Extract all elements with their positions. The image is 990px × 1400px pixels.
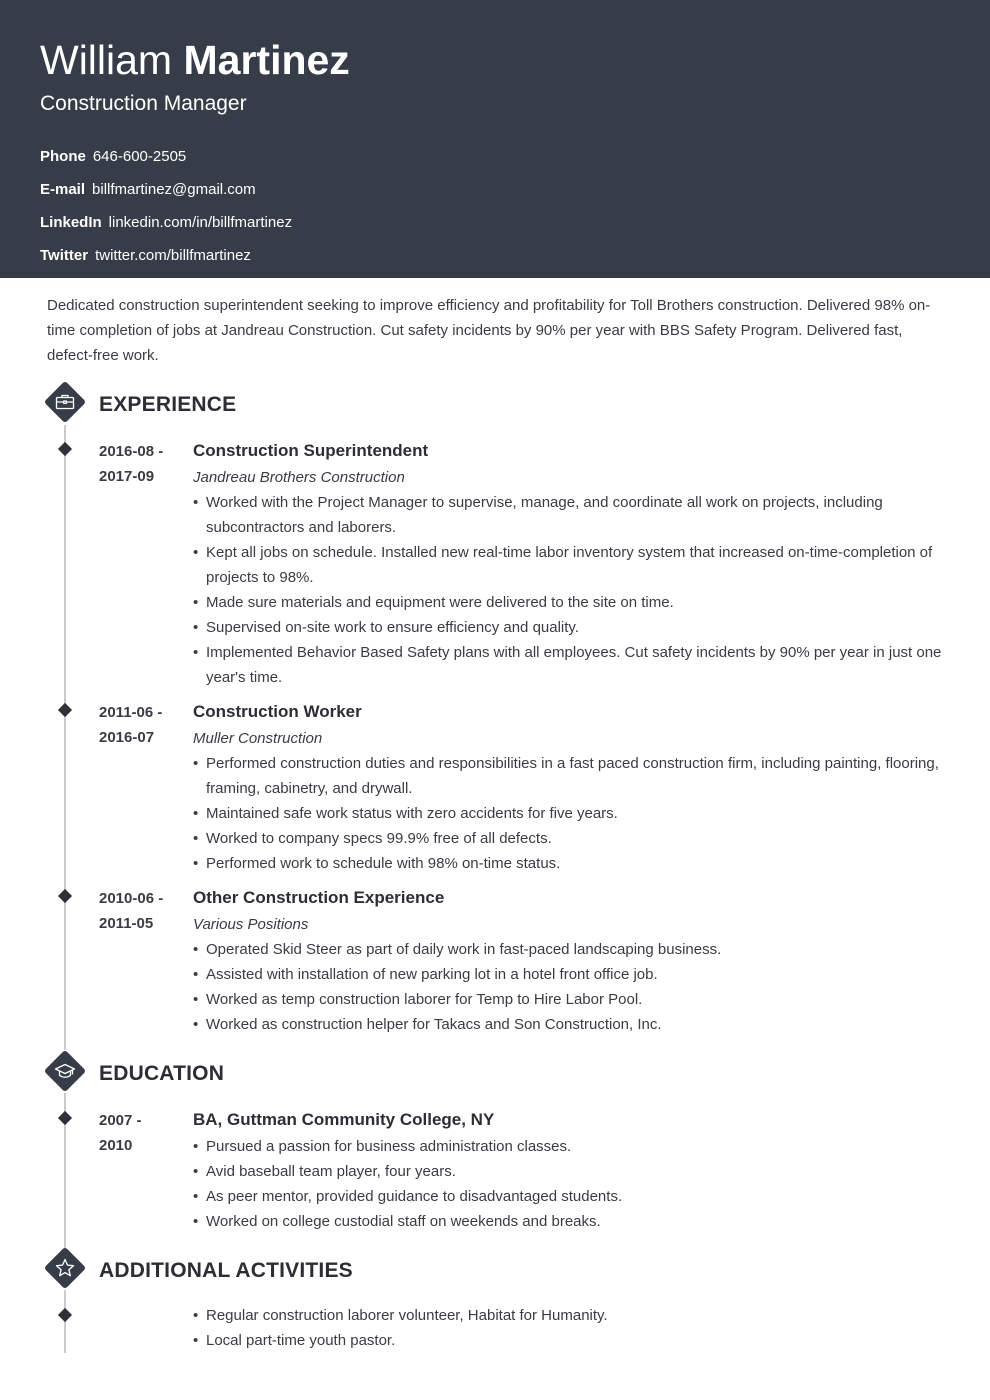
bullet-item: • Pursued a passion for business administration classes. [193,1134,943,1159]
contact-label: E-mail [40,181,86,198]
date-start: 2011-06 - [99,704,163,721]
bullet-list [193,937,943,1037]
phone-value[interactable]: 646-600-2505 [92,148,187,165]
date-end: 2017-09 [99,468,155,485]
entry-content [193,886,943,1037]
bullet-item: • Worked with the Project Manager to supervise, manage, and coordinate all work on projects, including subcontractors and laborers. [193,490,943,540]
section-title-activities: ADDITIONAL ACTIVITIES [99,1259,353,1282]
timeline-marker [58,703,72,717]
bullet-item: • Supervised on-site work to ensure efficiency and quality. [193,615,943,640]
bullet-item: • Avid baseball team player, four years. [193,1159,943,1184]
linkedin-link[interactable]: linkedin.com/in/billfmartinez [108,214,293,231]
job-role: Construction Worker [193,702,362,721]
bullet-item: • Made sure materials and equipment were delivered to the site on time. [193,590,943,615]
date-end: 2010 [99,1137,133,1154]
entry-content [193,700,943,876]
date-start: 2016-08 - [99,443,164,460]
contact-twitter [40,239,950,272]
bullet-item: • Assisted with installation of new parking lot in a hotel front office job. [193,962,943,987]
degree-title: BA, Guttman Community College, NY [193,1110,495,1129]
briefcase-icon [44,381,86,423]
job-title: Construction Manager [40,92,247,115]
bullet-item: • Local part-time youth pastor. [193,1328,943,1353]
contact-linkedin [40,206,950,239]
contact-label: Twitter [40,247,89,264]
timeline-marker [58,442,72,456]
job-role: Construction Superintendent [193,441,429,460]
bullet-list [193,490,943,690]
company-name: Jandreau Brothers Construction [193,469,405,486]
contact-list [40,140,950,272]
entry-dates [99,886,189,936]
bullet-item: • Regular construction laborer volunteer, Habitat for Humanity. [193,1303,943,1328]
bullet-item: • As peer mentor, provided guidance to disadvantaged students. [193,1184,943,1209]
candidate-name [40,36,950,84]
job-role: Other Construction Experience [193,888,445,907]
date-start: 2010-06 - [99,890,164,907]
resume-header [0,0,990,278]
email-link[interactable]: billfmartinez@gmail.com [92,181,256,198]
timeline-marker [58,1111,72,1125]
bullet-item: • Maintained safe work status with zero accidents for five years. [193,801,943,826]
bullet-item: • Worked to company specs 99.9% free of all defects. [193,826,943,851]
entry-content [193,439,943,690]
star-icon [44,1247,86,1289]
contact-email [40,173,950,206]
bullet-list [193,751,943,876]
company-name: Various Positions [193,916,309,933]
profile-summary: Dedicated construction superintendent seeking to improve efficiency and profitability for Toll Brothers construction. Delivered 98% on-time completion of jobs at Jandreau Construction. Cut safety incidents by 90% per year with BBS Safety Program. Delivered fast, defect-free work. [47,297,931,364]
bullet-item: • Performed construction duties and responsibilities in a fast paced construction firm, including painting, flooring, framing, cabinetry, and drywall. [193,751,943,801]
company-name: Muller Construction [193,730,323,747]
timeline-marker [58,1308,72,1322]
bullet-item: • Operated Skid Steer as part of daily work in fast-paced landscaping business. [193,937,943,962]
contact-label: LinkedIn [40,214,102,231]
section-title-education: EDUCATION [99,1062,225,1085]
date-start: 2007 - [99,1112,142,1129]
bullet-item: • Performed work to schedule with 98% on-time status. [193,851,943,876]
bullet-list [193,1303,943,1353]
graduation-cap-icon [44,1050,86,1092]
entry-content [193,1108,943,1234]
entry-dates [99,439,189,489]
bullet-item: • Implemented Behavior Based Safety plans with all employees. Cut safety incidents by 90% per year in just one year's time. [193,640,943,690]
bullet-item: • Worked as construction helper for Takacs and Son Construction, Inc. [193,1012,943,1037]
twitter-link[interactable]: twitter.com/billfmartinez [95,247,251,264]
bullet-item: • Worked as temp construction laborer for Temp to Hire Labor Pool. [193,987,943,1012]
entry-dates [99,1108,189,1158]
entry-content [193,1303,943,1353]
date-end: 2011-05 [99,915,154,932]
contact-label: Phone [40,148,86,165]
contact-phone [40,140,950,173]
first-name: William [40,37,173,83]
timeline-line [64,425,66,1050]
bullet-item: • Kept all jobs on schedule. Installed new real-time labor inventory system that increased on-time-completion of projects to 98%. [193,540,943,590]
bullet-list [193,1134,943,1234]
timeline-marker [58,889,72,903]
date-end: 2016-07 [99,729,155,746]
bullet-item: • Worked on college custodial staff on weekends and breaks. [193,1209,943,1234]
section-title-experience: EXPERIENCE [99,393,237,416]
last-name: Martinez [183,37,350,83]
entry-dates [99,700,189,750]
